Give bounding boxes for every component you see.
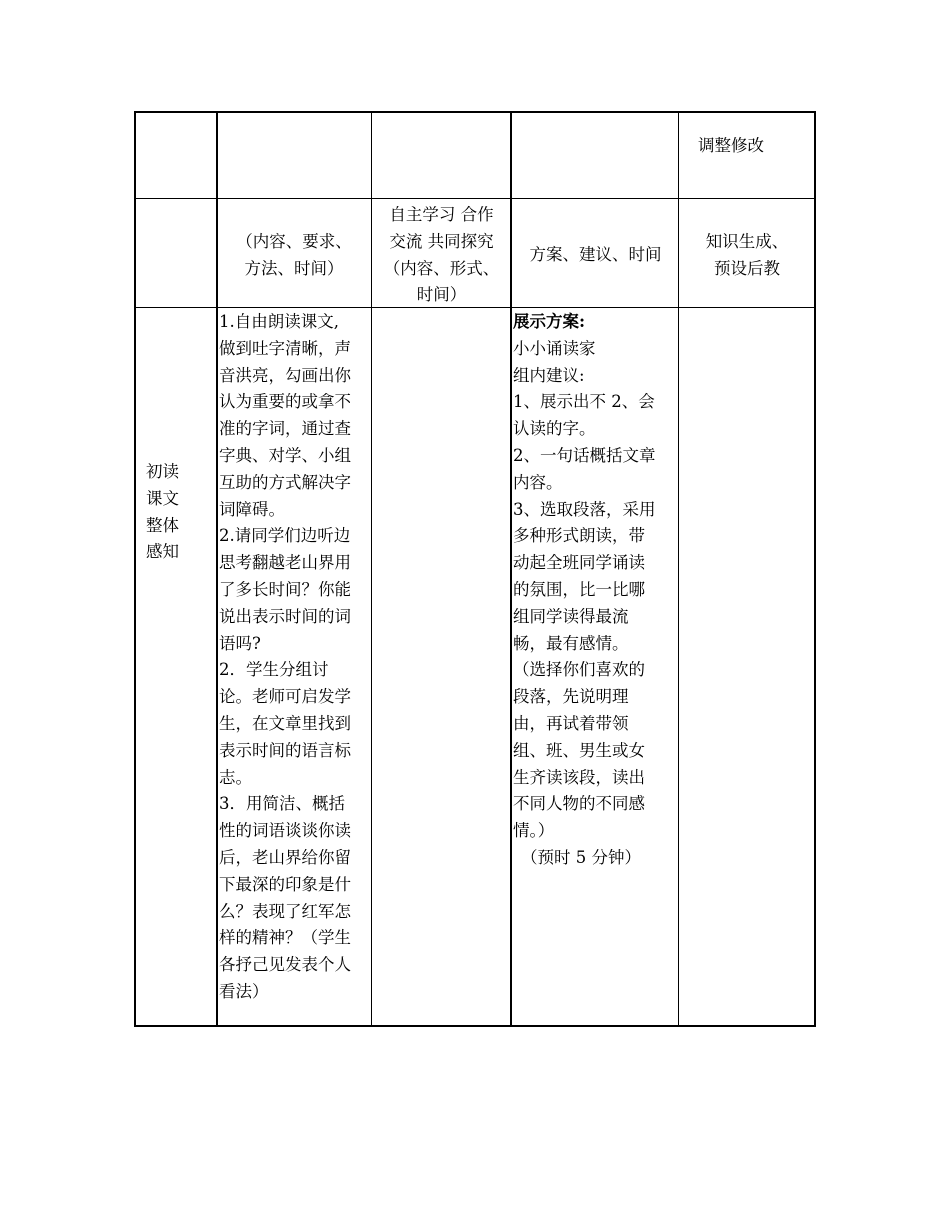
presentation-plan-line: 组、班、男生或女 [513, 740, 645, 760]
stage-label-cell [146, 459, 206, 566]
subheader-col2-line: （内容、要求、 [236, 232, 352, 251]
table-col-divider [678, 111, 679, 1027]
learning-task-line: 字典、对学、小组 [219, 445, 351, 465]
learning-task-line: 说出表示时间的词 [219, 606, 351, 626]
subheader-col2-cell [219, 229, 369, 283]
subheader-col3-line: （内容、形式、 [383, 258, 500, 278]
subheader-col5-line: 知识生成、 [705, 232, 789, 251]
stage-label-line: 感知 [146, 542, 179, 562]
learning-task-line: 思考翻越老山界用 [219, 553, 351, 573]
learning-task-line: 论。老师可启发学 [219, 687, 351, 707]
subheader-col5-line: 预设后教 [714, 258, 780, 278]
learning-task-line: 音洪亮，勾画出你 [219, 365, 351, 385]
presentation-plan-line: 组同学读得最流 [513, 606, 629, 626]
learning-task-line: 3．用简洁、概括 [219, 794, 345, 814]
learning-task-line: 志。 [219, 767, 252, 787]
presentation-plan-line: 不同人物的不同感 [513, 794, 645, 814]
stage-label-line: 整体 [146, 515, 179, 535]
learning-tasks-cell [219, 309, 370, 1006]
presentation-plan-line: 认读的字。 [513, 419, 596, 439]
presentation-plan-heading: 展示方案: [513, 312, 586, 331]
learning-task-line: 看法） [219, 981, 269, 1001]
learning-task-line: 认为重要的或拿不 [219, 392, 351, 412]
header-adjust-cell [698, 133, 808, 160]
table-row-divider [134, 198, 816, 199]
learning-task-line: 互助的方式解决字 [219, 472, 351, 492]
learning-task-line: 1.自由朗读课文, [219, 312, 339, 331]
stage-label-line: 初读 [146, 462, 179, 481]
presentation-plan-cell [513, 309, 677, 872]
presentation-plan-line: 内容。 [513, 472, 563, 492]
presentation-plan-line: 小小诵读家 [513, 338, 596, 358]
table-border-right [814, 111, 816, 1027]
subheader-col3-cell [373, 202, 510, 309]
learning-task-line: 了多长时间？你能 [219, 579, 351, 599]
table-border-bottom [134, 1025, 816, 1027]
presentation-plan-line: 由，再试着带领 [513, 713, 629, 733]
subheader-col4-line: 方案、建议、时间 [529, 245, 662, 264]
presentation-plan-line: 3、选取段落，采用 [513, 499, 656, 519]
presentation-plan-line: 多种形式朗读，带 [513, 526, 645, 546]
learning-task-line: 性的词语谈谈你读 [219, 821, 351, 841]
table-border-top [134, 111, 816, 113]
stage-label-line: 课文 [146, 488, 179, 508]
learning-task-line: 样的精神？（学生 [219, 928, 351, 948]
learning-task-line: 准的字词，通过查 [219, 419, 351, 439]
presentation-plan-line: 畅，最有感情。 [513, 633, 629, 653]
learning-task-line: 各抒己见发表个人 [219, 955, 351, 975]
learning-task-line: 么？表现了红军怎 [219, 901, 351, 921]
learning-task-line: 词障碍。 [219, 499, 285, 519]
subheader-col3-line: 时间） [416, 285, 467, 305]
presentation-plan-line: （选择你们喜欢的 [513, 660, 645, 680]
presentation-plan-line: （预时 5 分钟） [521, 847, 641, 867]
table-col-divider [216, 111, 218, 1027]
subheader-col3-line: 交流 共同探究 [389, 231, 494, 251]
learning-task-line: 下最深的印象是什 [219, 874, 351, 894]
learning-task-line: 表示时间的语言标 [219, 740, 351, 760]
subheader-col4-cell [513, 242, 678, 269]
presentation-plan-line: 1、展示出不 2、会 [513, 392, 655, 412]
learning-task-line: 后，老山界给你留 [219, 847, 351, 867]
subheader-col3-line: 自主学习 合作 [389, 205, 494, 224]
presentation-plan-line: 的氛围，比一比哪 [513, 579, 645, 599]
presentation-plan-line: 组内建议: [513, 365, 585, 385]
learning-task-line: 生，在文章里找到 [219, 713, 351, 733]
table-border-left [134, 111, 136, 1027]
table-col-divider [371, 111, 372, 1027]
table-col-divider [510, 111, 512, 1027]
presentation-plan-line: 动起全班同学诵读 [513, 553, 645, 573]
subheader-col2-line: 方法、时间） [244, 258, 344, 278]
learning-task-line: 做到吐字清晰，声 [219, 338, 351, 358]
presentation-plan-line: 2、一句话概括文章 [513, 445, 656, 465]
presentation-plan-line: 生齐读该段，读出 [513, 767, 645, 787]
header-adjust-title: 调整修改 [698, 136, 764, 155]
presentation-plan-line: 情。） [513, 821, 555, 841]
learning-task-line: 2.请同学们边听边 [219, 526, 351, 546]
presentation-plan-line: 段落，先说明理 [513, 687, 629, 707]
learning-task-line: 2．学生分组讨 [219, 660, 329, 680]
learning-task-line: 语吗? [219, 633, 261, 653]
subheader-col5-cell [680, 229, 814, 283]
